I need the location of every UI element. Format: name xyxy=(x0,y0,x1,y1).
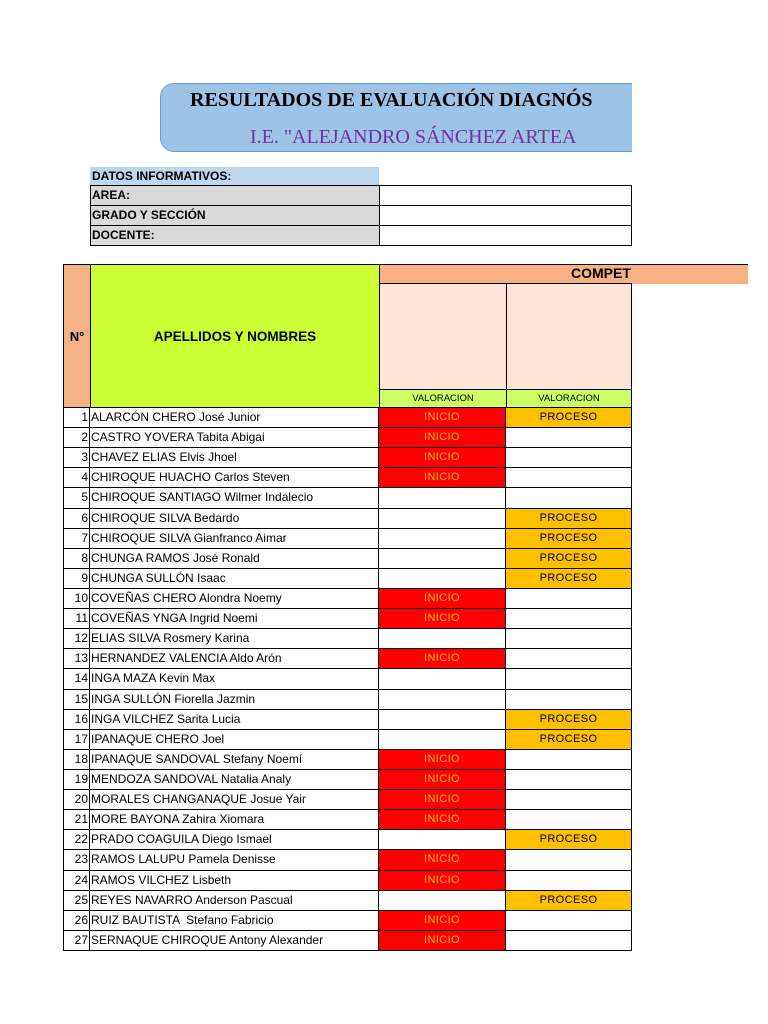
valoracion-cell-1 xyxy=(379,629,506,649)
table-row xyxy=(64,750,632,770)
valoracion-cell-2 xyxy=(506,669,632,689)
valoracion-cell-2: PROCESO xyxy=(506,529,632,549)
student-name: RAMOS VILCHEZ Lisbeth xyxy=(90,871,379,891)
row-number: 3 xyxy=(64,448,90,468)
valoracion-cell-1: INICIO xyxy=(379,448,506,468)
student-name: INGA MAZA Kevin Max xyxy=(90,669,379,689)
valoracion-cell-1: INICIO xyxy=(379,770,506,790)
student-name: COVEÑAS CHERO Alondra Noemy xyxy=(90,589,379,609)
row-number: 14 xyxy=(64,669,90,689)
row-number: 7 xyxy=(64,529,90,549)
valoracion-cell-1 xyxy=(379,690,506,710)
valoracion-cell-1 xyxy=(379,488,506,508)
header-number xyxy=(63,264,91,408)
header-number-label: N° xyxy=(69,328,85,344)
valoracion-cell-2 xyxy=(506,770,632,790)
student-name: SERNAQUE CHIROQUE Antony Alexander xyxy=(90,931,379,951)
valoracion-cell-1: INICIO xyxy=(379,428,506,448)
header-valoracion-2: VALORACION xyxy=(506,389,632,408)
row-number: 10 xyxy=(64,589,90,609)
valoracion-cell-2 xyxy=(506,589,632,609)
valoracion-cell-2 xyxy=(506,488,632,508)
valoracion-cell-1: INICIO xyxy=(379,408,506,428)
row-number: 27 xyxy=(64,931,90,951)
valoracion-cell-1: INICIO xyxy=(379,790,506,810)
table-row xyxy=(64,770,632,790)
valoracion-cell-1: INICIO xyxy=(379,850,506,870)
valoracion-cell-1: INICIO xyxy=(379,589,506,609)
valoracion-cell-2 xyxy=(506,448,632,468)
valoracion-cell-2 xyxy=(506,931,632,951)
valoracion-cell-2: PROCESO xyxy=(506,549,632,569)
row-number: 24 xyxy=(64,871,90,891)
header-name-label: APELLIDOS Y NOMBRES xyxy=(153,328,317,344)
student-name: CHIROQUE HUACHO Carlos Steven xyxy=(90,468,379,488)
valoracion-cell-1: INICIO xyxy=(379,750,506,770)
valoracion-cell-2 xyxy=(506,428,632,448)
row-number: 23 xyxy=(64,850,90,870)
row-number: 25 xyxy=(64,891,90,911)
table-row xyxy=(64,488,632,508)
header-valoracion-1: VALORACION xyxy=(379,389,507,408)
valoracion-cell-2 xyxy=(506,911,632,931)
valoracion-cell-2 xyxy=(506,690,632,710)
valoracion-cell-1: INICIO xyxy=(379,468,506,488)
info-label-area: AREA: xyxy=(90,185,380,206)
student-name: MORE BAYONA Zahira Xiomara xyxy=(90,810,379,830)
student-name: CHUNGA SULLÓN Isaac xyxy=(90,569,379,589)
valoracion-cell-1 xyxy=(379,830,506,850)
table-row xyxy=(64,589,632,609)
valoracion-cell-1 xyxy=(379,710,506,730)
row-number: 9 xyxy=(64,569,90,589)
row-number: 20 xyxy=(64,790,90,810)
student-name: INGA SULLÓN Fiorella Jazmin xyxy=(90,690,379,710)
table-row xyxy=(64,690,632,710)
table-row xyxy=(64,569,632,589)
table-row xyxy=(64,629,632,649)
title-area xyxy=(0,0,632,160)
student-name: PRADO COAGUILA Diego Ismael xyxy=(90,830,379,850)
valoracion-cell-2: PROCESO xyxy=(506,509,632,529)
table-row xyxy=(64,871,632,891)
valoracion-cell-2: PROCESO xyxy=(506,891,632,911)
info-value-grado xyxy=(379,205,632,226)
header-competencias-label: COMPET xyxy=(571,265,631,281)
table-row xyxy=(64,428,632,448)
info-label-grado: GRADO Y SECCIÓN xyxy=(90,205,380,226)
row-number: 4 xyxy=(64,468,90,488)
valoracion-cell-1: INICIO xyxy=(379,911,506,931)
valoracion-cell-2 xyxy=(506,468,632,488)
header-name xyxy=(90,264,380,408)
valoracion-cell-2 xyxy=(506,871,632,891)
table-row xyxy=(64,529,632,549)
student-name: CHIROQUE SILVA Bedardo xyxy=(90,509,379,529)
header-competencia-cell-2 xyxy=(506,283,632,390)
info-value-docente xyxy=(379,225,632,246)
row-number: 26 xyxy=(64,911,90,931)
header-competencias xyxy=(379,264,632,284)
table-row xyxy=(64,448,632,468)
student-name: REYES NAVARRO Anderson Pascual xyxy=(90,891,379,911)
row-number: 17 xyxy=(64,730,90,750)
valoracion-cell-2: PROCESO xyxy=(506,710,632,730)
valoracion-cell-1 xyxy=(379,669,506,689)
student-name: COVEÑAS YNGA Ingrid Noemi xyxy=(90,609,379,629)
row-number: 18 xyxy=(64,750,90,770)
table-row xyxy=(64,468,632,488)
students-table xyxy=(63,407,632,951)
valoracion-cell-1 xyxy=(379,891,506,911)
table-row xyxy=(64,730,632,750)
student-name: CHAVEZ ELIAS Elvis Jhoel xyxy=(90,448,379,468)
valoracion-cell-1 xyxy=(379,730,506,750)
student-name: IPANAQUE SANDOVAL Stefany Noemí xyxy=(90,750,379,770)
valoracion-cell-2 xyxy=(506,609,632,629)
info-value-area xyxy=(379,185,632,206)
table-row xyxy=(64,891,632,911)
row-number: 15 xyxy=(64,690,90,710)
row-number: 19 xyxy=(64,770,90,790)
table-row xyxy=(64,931,632,951)
table-row xyxy=(64,649,632,669)
row-number: 13 xyxy=(64,649,90,669)
info-label-docente: DOCENTE: xyxy=(90,225,380,246)
student-name: IPANAQUE CHERO Joel xyxy=(90,730,379,750)
row-number: 11 xyxy=(64,609,90,629)
student-name: ALARCÓN CHERO José Junior xyxy=(90,408,379,428)
student-name: MORALES CHANGANAQUE Josue Yair xyxy=(90,790,379,810)
table-row xyxy=(64,710,632,730)
row-number: 2 xyxy=(64,428,90,448)
row-number: 5 xyxy=(64,488,90,508)
valoracion-cell-1: INICIO xyxy=(379,649,506,669)
valoracion-cell-2 xyxy=(506,810,632,830)
valoracion-cell-1: INICIO xyxy=(379,931,506,951)
valoracion-cell-1 xyxy=(379,529,506,549)
row-number: 6 xyxy=(64,509,90,529)
valoracion-cell-2 xyxy=(506,629,632,649)
student-name: MENDOZA SANDOVAL Natalia Analy xyxy=(90,770,379,790)
table-row xyxy=(64,609,632,629)
row-number: 21 xyxy=(64,810,90,830)
table-row xyxy=(64,810,632,830)
student-name: ELIAS SILVA Rosmery Karina xyxy=(90,629,379,649)
table-row xyxy=(64,408,632,428)
valoracion-cell-2: PROCESO xyxy=(506,730,632,750)
student-name: RAMOS LALUPU Pamela Denisse xyxy=(90,850,379,870)
valoracion-cell-1: INICIO xyxy=(379,810,506,830)
table-row xyxy=(64,549,632,569)
table-row xyxy=(64,830,632,850)
table-row xyxy=(64,790,632,810)
valoracion-cell-2: PROCESO xyxy=(506,830,632,850)
valoracion-cell-1 xyxy=(379,549,506,569)
row-number: 22 xyxy=(64,830,90,850)
row-number: 16 xyxy=(64,710,90,730)
title-line-2: I.E. "ALEJANDRO SÁNCHEZ ARTEA xyxy=(250,126,577,148)
title-line-1: RESULTADOS DE EVALUACIÓN DIAGNÓS xyxy=(190,89,593,111)
valoracion-cell-2 xyxy=(506,750,632,770)
valoracion-cell-1: INICIO xyxy=(379,609,506,629)
row-number: 1 xyxy=(64,408,90,428)
valoracion-cell-2: PROCESO xyxy=(506,569,632,589)
table-row xyxy=(64,509,632,529)
valoracion-cell-1 xyxy=(379,509,506,529)
valoracion-cell-2 xyxy=(506,850,632,870)
student-name: HERNANDEZ VALENCIA Aldo Arón xyxy=(90,649,379,669)
valoracion-cell-1: INICIO xyxy=(379,871,506,891)
info-header: DATOS INFORMATIVOS: xyxy=(90,167,379,185)
header-competencia-cell-1 xyxy=(379,283,507,390)
valoracion-cell-1 xyxy=(379,569,506,589)
table-row xyxy=(64,850,632,870)
student-name: CHIROQUE SILVA Gianfranco Aimar xyxy=(90,529,379,549)
valoracion-cell-2: PROCESO xyxy=(506,408,632,428)
row-number: 8 xyxy=(64,549,90,569)
student-name: RUIZ BAUTISTA Stefano Fabricio xyxy=(90,911,379,931)
valoracion-cell-2 xyxy=(506,649,632,669)
table-row xyxy=(64,911,632,931)
valoracion-cell-2 xyxy=(506,790,632,810)
student-name: CASTRO YOVERA Tabita Abigai xyxy=(90,428,379,448)
student-name: CHUNGA RAMOS José Ronald xyxy=(90,549,379,569)
student-name: CHIROQUE SANTIAGO Wilmer Indalecio xyxy=(90,488,379,508)
table-row xyxy=(64,669,632,689)
student-name: INGA VILCHEZ Sarita Lucia xyxy=(90,710,379,730)
row-number: 12 xyxy=(64,629,90,649)
